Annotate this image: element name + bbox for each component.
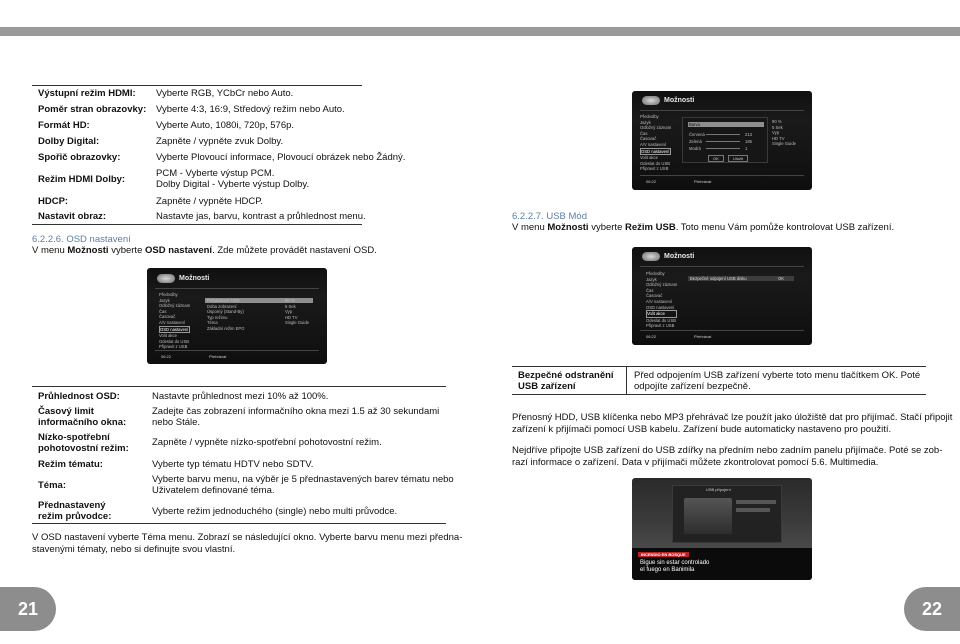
row-label: Poměr stran obrazovky: bbox=[38, 104, 147, 115]
menu-item: Připravit z USB bbox=[159, 344, 188, 350]
save-button: Uložit bbox=[728, 155, 748, 162]
menu-item: Čas bbox=[159, 308, 167, 314]
osd-setting: Téma bbox=[207, 320, 218, 326]
top-gray-bar bbox=[0, 27, 960, 36]
text-line: Nejdříve připojte USB zařízení do USB zdířky na předním nebo zadním panelu přijímače. Poté se zob- bbox=[512, 445, 943, 456]
table-rule bbox=[32, 224, 362, 225]
row-value: Zadejte čas zobrazení informačního okna mezi 1.5 až 30 sekundami bbox=[152, 406, 440, 417]
osd-value: Single Guide bbox=[285, 320, 309, 326]
page-number-left: 21 bbox=[0, 587, 56, 631]
row-label: pohotovostní režim: bbox=[38, 443, 129, 454]
osd-intro: V menu Možnosti vyberte OSD nastavení. Zde můžete provádět nastavení OSD. bbox=[32, 245, 377, 256]
row-label: Téma: bbox=[38, 480, 66, 491]
divider bbox=[155, 288, 319, 289]
menu-item: Jazyk bbox=[646, 276, 657, 282]
osd-value: Single Guide bbox=[772, 141, 796, 147]
clock-text: 06:22 bbox=[646, 179, 657, 184]
row-value: odpojíte zařízení bezpečně. bbox=[634, 381, 751, 392]
tv-screen-theme bbox=[632, 91, 812, 190]
osd-values-list bbox=[772, 119, 796, 147]
tv-screen-osd bbox=[147, 268, 327, 364]
menu-item: OSD nastavení bbox=[646, 304, 675, 310]
text-line: stavenými tématy, nebo si definujte svou vlastní. bbox=[32, 543, 236, 555]
row-label: HDCP: bbox=[38, 196, 69, 207]
theme-label: Barva bbox=[689, 122, 700, 127]
news-line: Bigue sin estar controlado bbox=[640, 560, 710, 566]
row-value: Zapněte / vypněte nízko-spotřební pohotovostní režim. bbox=[152, 437, 382, 448]
osd-setting: Typ režimu bbox=[207, 314, 228, 320]
menu-item: OSD nastavení bbox=[160, 326, 189, 332]
theme-label: Červená bbox=[689, 132, 705, 137]
menu-item: Časovač bbox=[640, 136, 657, 142]
menu-item: Odložný záznam bbox=[640, 125, 672, 131]
slider-track bbox=[706, 134, 740, 135]
row-value: nebo Stále. bbox=[152, 417, 201, 428]
table-rule bbox=[32, 523, 446, 524]
table-rule bbox=[512, 366, 926, 367]
menu-item: Jazyk bbox=[640, 119, 651, 125]
table-rule bbox=[32, 386, 446, 387]
footer-hint: Přehrávat bbox=[209, 354, 227, 359]
info-line bbox=[736, 500, 776, 504]
brand-logo bbox=[642, 96, 660, 105]
row-value: Vyberte Plovoucí informace, Plovoucí obrázek nebo Žádný. bbox=[156, 152, 406, 163]
usb-safe-remove: Bezpečné odpojení USB disku bbox=[690, 276, 747, 281]
clock-text: 06:22 bbox=[646, 334, 657, 339]
row-label: Formát HD: bbox=[38, 120, 90, 131]
table-rule bbox=[32, 85, 362, 86]
menu-item: Časovač bbox=[159, 314, 176, 320]
section-heading-usb: 6.2.2.7. USB Mód bbox=[512, 211, 587, 222]
tv-screen-usb-popup bbox=[632, 478, 812, 580]
row-label: Nastavit obraz: bbox=[38, 211, 107, 222]
menu-item: Jazyk bbox=[159, 297, 170, 303]
row-label: Průhlednost OSD: bbox=[38, 391, 120, 402]
menu-item: Předvolby bbox=[646, 271, 665, 276]
text-line: V OSD nastavení vyberte Téma menu. Zobrazí se následující okno. Vyberte barvu menu mezi předna- bbox=[32, 532, 463, 543]
row-label: Výstupní režim HDMI: bbox=[38, 88, 136, 99]
menu-item: Volit akce bbox=[159, 333, 177, 339]
menu-item: Odložný záznam bbox=[159, 303, 191, 309]
row-label: Bezpečné odstranění bbox=[518, 370, 614, 381]
table-rule bbox=[512, 394, 926, 395]
row-value: Vyberte 4:3, 16:9, Středový režim nebo Auto. bbox=[156, 104, 345, 115]
row-label: režim průvodce: bbox=[38, 511, 112, 522]
row-label: Dolby Digital: bbox=[38, 136, 100, 147]
news-badge: INCENDIO EN BOSQUE bbox=[638, 552, 689, 557]
row-label: Spořič obrazovky: bbox=[38, 152, 121, 163]
menu-item: Odeslat do USB bbox=[646, 317, 677, 323]
screen-title: Možnosti bbox=[664, 97, 695, 104]
osd-value: HD TV bbox=[772, 135, 785, 141]
usb-dialog-title: USB připojení bbox=[706, 487, 731, 492]
osd-settings-list bbox=[207, 298, 244, 332]
row-value: Dolby Digital - Vyberte výstup Dolby. bbox=[156, 179, 310, 190]
news-line: el fuego en Banimila bbox=[640, 567, 695, 573]
section-heading-osd: 6.2.2.6. OSD nastavení bbox=[32, 234, 131, 245]
brand-logo bbox=[157, 274, 175, 283]
menu-item: Odložný záznam bbox=[646, 282, 678, 288]
menu-item: Předvolby bbox=[159, 292, 178, 297]
osd-value: 5 Sek bbox=[285, 303, 296, 309]
row-label: informačního okna: bbox=[38, 417, 127, 428]
divider bbox=[155, 350, 319, 351]
text-line: Přenosný HDD, USB klíčenka nebo MP3 přehrávač lze použít jako úložiště dat pro přijímač. Stačí připojit bbox=[512, 412, 953, 423]
usb-intro: V menu Možnosti vyberte Režim USB. Toto menu Vám pomůže kontrolovat USB zařízení. bbox=[512, 222, 895, 233]
usb-paragraph-1 bbox=[512, 412, 952, 435]
menu-item: A/V nastavení bbox=[646, 298, 673, 304]
footer-hint: Přehrávat bbox=[694, 179, 712, 184]
row-label: Časový limit bbox=[38, 406, 94, 417]
menu-item: Připravit z USB bbox=[640, 166, 669, 172]
row-label: Přednastavený bbox=[38, 500, 106, 511]
row-value: Zapněte / vypněte HDCP. bbox=[156, 196, 264, 207]
menu-item: Časovač bbox=[646, 293, 663, 299]
row-label: Nízko-spotřební bbox=[38, 432, 110, 443]
row-value: Zapněte / vypněte zvuk Dolby. bbox=[156, 136, 284, 147]
osd-value: Vyp bbox=[285, 309, 293, 315]
options-menu bbox=[640, 114, 671, 172]
theme-value: 213 bbox=[745, 132, 752, 137]
slider-track bbox=[706, 148, 740, 149]
menu-item: A/V nastavení bbox=[640, 141, 667, 147]
theme-value: 185 bbox=[745, 139, 752, 144]
menu-item: Odeslat do USB bbox=[640, 160, 671, 166]
row-value: Nastavte jas, barvu, kontrast a průhlednost menu. bbox=[156, 211, 366, 222]
ok-button: OK bbox=[708, 155, 724, 162]
row-value: Vyberte typ tématu HDTV nebo SDTV. bbox=[152, 459, 314, 470]
row-value: Vyberte Auto, 1080i, 720p, 576p. bbox=[156, 120, 295, 131]
screen-title: Možnosti bbox=[179, 275, 210, 282]
row-value: Vyberte RGB, YCbCr nebo Auto. bbox=[156, 88, 294, 99]
theme-value: 1 bbox=[745, 146, 748, 151]
osd-value: 90 % bbox=[772, 119, 782, 124]
osd-value: Vyp bbox=[772, 130, 780, 136]
row-value: PCM - Vyberte výstup PCM. bbox=[156, 168, 275, 179]
tv-screen-usb bbox=[632, 247, 812, 345]
osd-value: 5 Sek bbox=[772, 124, 783, 130]
row-value: Před odpojením USB zařízení vyberte toto menu tlačítkem OK. Poté bbox=[634, 370, 921, 381]
osd-setting: Úsporný (Stand-By) bbox=[207, 309, 244, 315]
osd-value: HD TV bbox=[285, 314, 298, 320]
osd-value: 90 % bbox=[285, 298, 295, 303]
row-value: Nastavte průhlednost mezi 10% až 100%. bbox=[152, 391, 329, 402]
usb-paragraph-2 bbox=[512, 445, 942, 468]
menu-item: Odeslat do USB bbox=[159, 338, 190, 344]
divider bbox=[640, 110, 804, 111]
theme-label: Modrá bbox=[689, 146, 701, 151]
row-label: Režim tématu: bbox=[38, 459, 103, 470]
osd-setting: Doba zobrazení bbox=[207, 303, 237, 309]
osd-values-list bbox=[285, 298, 309, 326]
info-line bbox=[736, 508, 770, 512]
options-menu bbox=[646, 271, 677, 329]
row-value: Uživatelem definované téma. bbox=[152, 485, 275, 496]
row-label: Režim HDMI Dolby: bbox=[38, 174, 126, 185]
footer-hint: Přehrávat bbox=[694, 334, 712, 339]
osd-setting: Průhlednost OSD bbox=[207, 298, 240, 303]
row-value: Vyberte režim jednoduchého (single) nebo multi průvodce. bbox=[152, 506, 398, 517]
usb-ok: OK bbox=[778, 276, 785, 281]
text-line: razí informace o zařízení. Data v přijímači můžete zkontrolovat pomocí 5.6. Multimedia. bbox=[512, 456, 879, 468]
divider bbox=[640, 266, 804, 267]
divider bbox=[640, 330, 804, 331]
text-line: zařízení k přijímači pomocí USB kabelu. Zařízení bude automaticky nastaveno pro použití. bbox=[512, 423, 892, 435]
options-menu bbox=[159, 292, 190, 350]
osd-setting: Základní režim EPG bbox=[207, 325, 245, 331]
menu-item: OSD nastavení bbox=[641, 148, 670, 154]
menu-item: Volit akce bbox=[646, 310, 677, 318]
slider-track bbox=[706, 141, 740, 142]
menu-item: A/V nastavení bbox=[159, 319, 186, 325]
row-value: Vyberte barvu menu, na výběr je 5 přednastavených barev tématu nebo bbox=[152, 474, 454, 485]
brand-logo bbox=[642, 252, 660, 261]
osd-footer-text bbox=[32, 532, 462, 555]
screen-title: Možnosti bbox=[664, 253, 695, 260]
table-column-rule bbox=[626, 367, 627, 394]
page-number-right: 22 bbox=[904, 587, 960, 631]
menu-item: Čas bbox=[640, 130, 648, 136]
menu-item: Připravit z USB bbox=[646, 323, 675, 329]
divider bbox=[640, 175, 804, 176]
clock-text: 06:22 bbox=[161, 354, 172, 359]
theme-label: Zelená bbox=[689, 139, 702, 144]
row-label: USB zařízení bbox=[518, 381, 576, 392]
menu-item: Čas bbox=[646, 287, 654, 293]
usb-device-image bbox=[684, 498, 732, 534]
menu-item: Volit akce bbox=[640, 155, 658, 161]
menu-item: Předvolby bbox=[640, 114, 659, 119]
